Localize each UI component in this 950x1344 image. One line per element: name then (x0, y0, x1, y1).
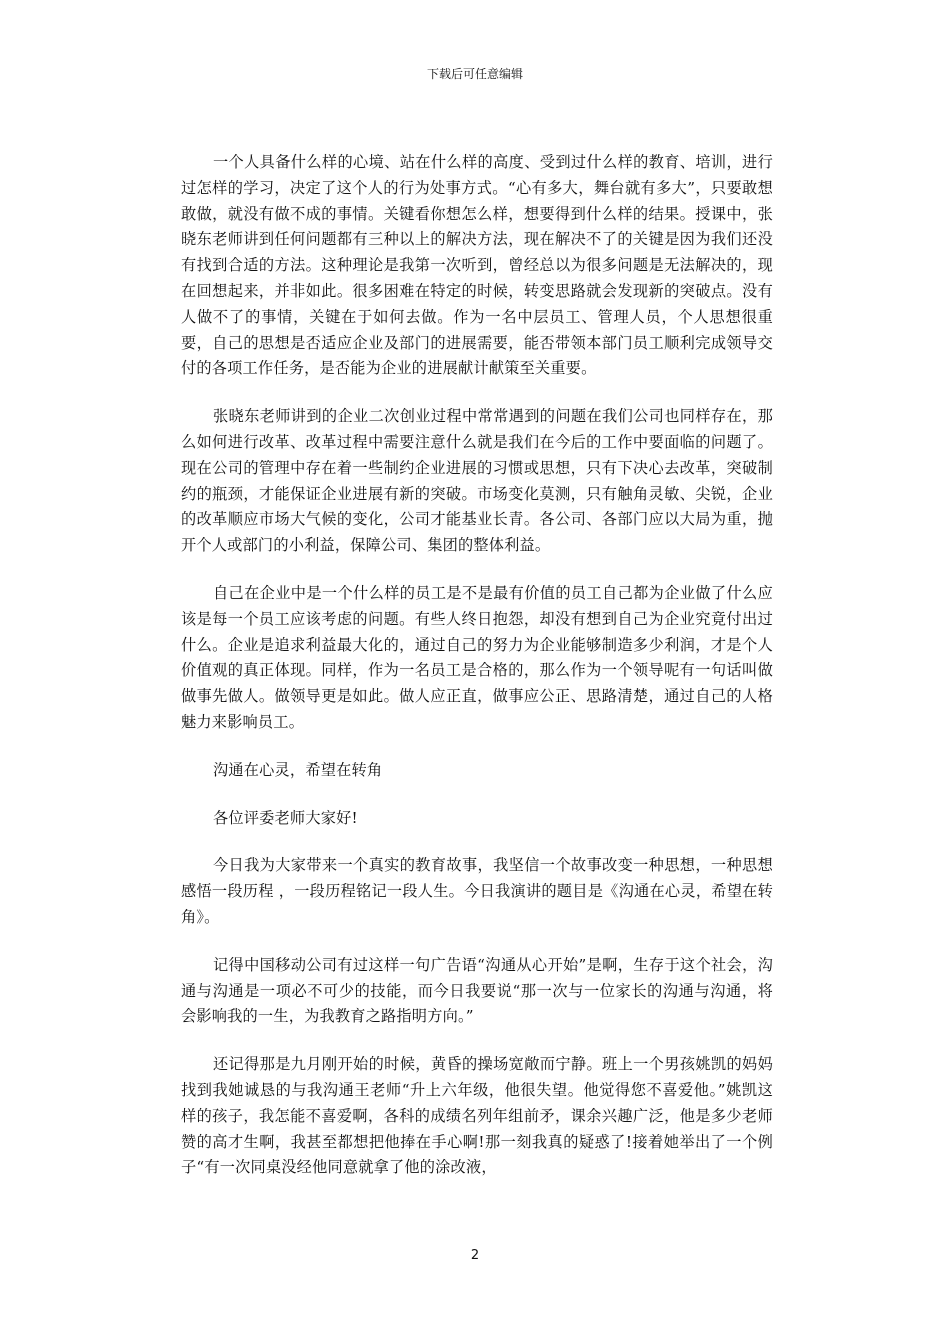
paragraph: 今日我为大家带来一个真实的教育故事，我坚信一个故事改变一种思想，一种思想感悟一段历程 ，一段历程铭记一段人生。今日我演讲的题目是《沟通在心灵，希望在转角》。 (181, 856, 773, 926)
document-body (181, 150, 773, 1181)
paragraph: 自己在企业中是一个什么样的员工是不是最有价值的员工自己都为企业做了什么应该是每一个员工应该考虑的问题。有些人终日抱怨，却没有想到自己为企业究竟付出过什么。企业是追求利益最大化的，通过自己的努力为企业能够制造多少利润，才是个人价值观的真正体现。同样，作为一名员工是合格的，那么作为一个领导呢有一句话叫做做事先做人。做领导更是如此。做人应正直，做事应公正、思路清楚，通过自己的人格魅力来影响员工。 (181, 583, 773, 731)
page-header: 下载后可任意编辑 (426, 67, 523, 81)
paragraph: 记得中国移动公司有过这样一句广告语“沟通从心开始”是啊，生存于这个社会，沟通与沟通是一项必不可少的技能，而今日我要说“那一次与一位家长的沟通与沟通，将会影响我的一生，为我教育之路指明方向。” (181, 955, 773, 1026)
paragraph: 一个人具备什么样的心境、站在什么样的高度、受到过什么样的教育、培训，进行过怎样的学习，决定了这个人的行为处事方式。“心有多大，舞台就有多大”，只要敢想敢做，就没有做不成的事情。关键看你想怎么样，想要得到什么样的结果。授课中，张晓东老师讲到任何问题都有三种以上的解决方法，现在解决不了的关键是因为我们还没有找到合适的方法。这种理论是我第一次听到，曾经总以为很多问题是无法解决的，现在回想起来，并非如此。很多困难在特定的时候，转变思路就会发现新的突破点。没有人做不了的事情，关键在于如何去做。作为一名中层员工、管理人员，个人思想很重要，自己的思想是否适应企业及部门的进展需要，能否带领本部门员工顺利完成领导交付的各项工作任务，是否能为企业的进展献计献策至关重要。 (181, 153, 773, 378)
paragraph: 还记得那是九月刚开始的时候，黄昏的操场宽敞而宁静。班上一个男孩姚凯的妈妈找到我她诚恳的与我沟通王老师“升上六年级，他很失望。他觉得您不喜爱他。”姚凯这样的孩子，我怎能不喜爱啊，各科的成绩名列年组前矛，课余兴趣广泛，他是多少老师赞的高才生啊，我甚至都想把他捧在手心啊!那一刻我真的疑惑了!接着她举出了一个例子“有一次同桌没经他同意就拿了他的涂改液， (181, 1055, 773, 1177)
greeting: 各位评委老师大家好! (213, 808, 358, 827)
page-number: 2 (470, 1248, 480, 1263)
section-heading: 沟通在心灵，希望在转角 (213, 760, 383, 779)
paragraph: 张晓东老师讲到的企业二次创业过程中常常遇到的问题在我们公司也同样存在，那么如何进行改革、改革过程中需要注意什么就是我们在今后的工作中要面临的问题了。现在公司的管理中存在着一些制约企业进展的习惯或思想，只有下决心去改革，突破制约的瓶颈，才能保证企业进展有新的突破。市场变化莫测，只有触角灵敏、尖锐，企业的改革顺应市场大气候的变化，公司才能基业长青。各公司、各部门应以大局为重，抛开个人或部门的小利益，保障公司、集团的整体利益。 (181, 407, 773, 555)
